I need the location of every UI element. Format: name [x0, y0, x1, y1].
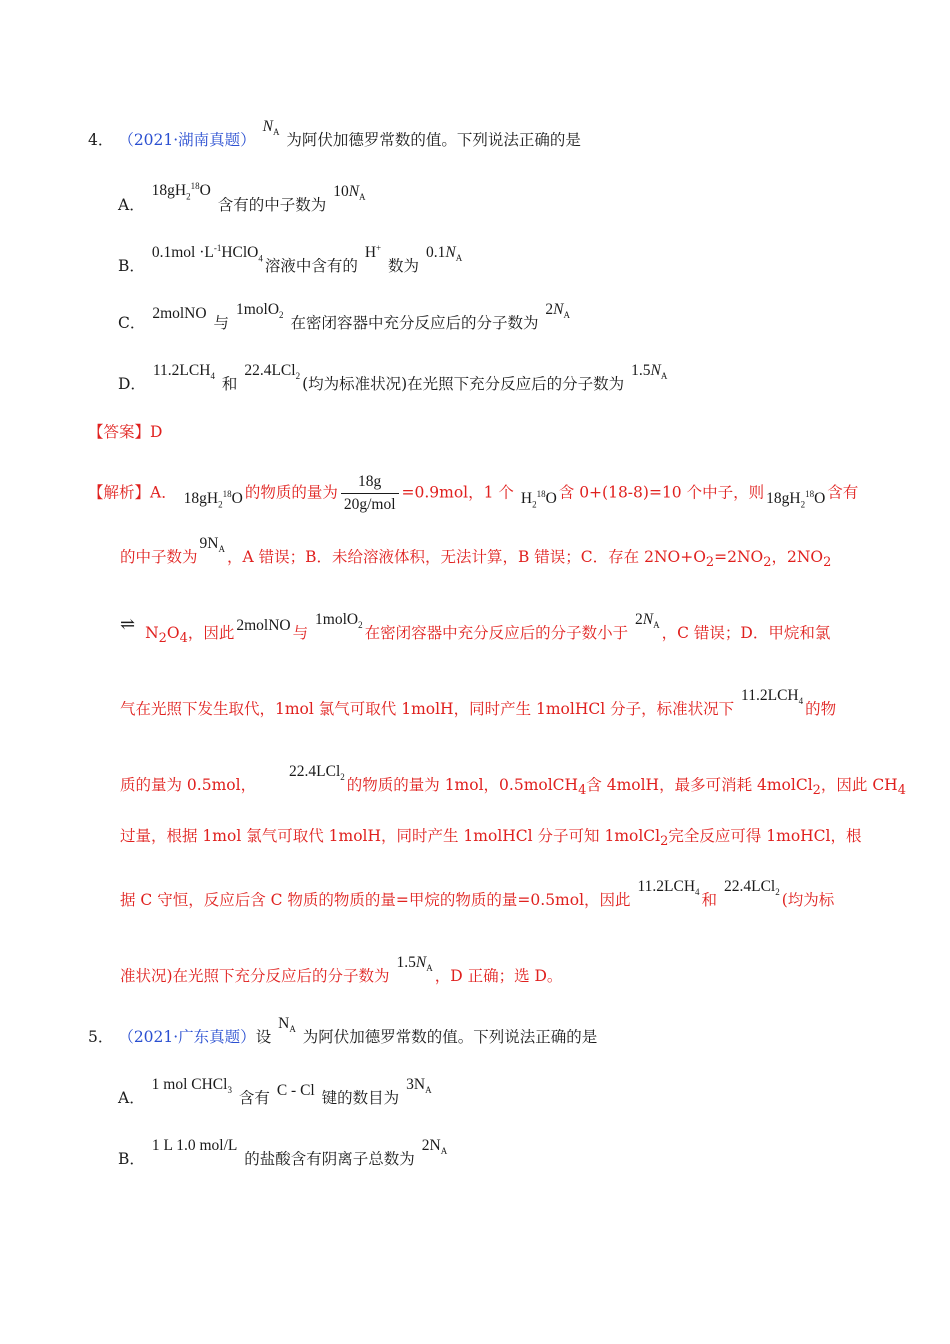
math-expr: 1 mol CHCl$_3$: [151, 1076, 232, 1096]
option-label: B．: [118, 1150, 145, 1168]
equilibrium-arrow: ⇌: [120, 614, 136, 635]
math-expr: H+: [364, 243, 382, 262]
q4-option-c: [118, 301, 572, 339]
answer-label: 【答案】: [88, 423, 151, 441]
math-expr: 22.4LCl$_2$: [289, 763, 345, 783]
math-expr: 1molO$_2$: [235, 301, 284, 321]
math-expr: 2molNO: [152, 305, 207, 322]
q4-option-d: [118, 362, 669, 400]
question-number: 4．: [88, 131, 114, 149]
math-expr: $0.1N_A$: [426, 244, 463, 264]
option-text: (均为标准状况)在光照下充分反应后的分子数为: [302, 375, 625, 393]
option-text: 与: [213, 314, 230, 332]
option-text: 和: [221, 375, 238, 393]
q4-option-b: [118, 243, 464, 282]
option-text: 数为: [388, 257, 420, 276]
option-label: A．: [118, 196, 145, 215]
option-text: 含有的中子数为: [217, 196, 327, 215]
math-expr: $3N_A$: [406, 1076, 432, 1096]
analysis-label: 【解析】: [88, 483, 151, 502]
math-expr: $2N_A$: [635, 611, 660, 631]
q4-stem: [88, 118, 581, 156]
option-text: 含有: [238, 1089, 270, 1107]
math-expr: $18gH_2^{18}O$: [183, 489, 243, 510]
math-expr: $11.2LCH_4$: [741, 687, 804, 707]
math-expr: $0.1mol \cdot L^{-1}HClO_4$: [151, 243, 263, 264]
analysis-line-7: 据 C 守恒，反应后含 C 物质的物质的量=甲烷的物质的量=0.5mol，因此 $11.2LCH_4$ 和 22.4LCl$_2$ (均为标: [120, 878, 835, 909]
math-expr: $11.2LCH_4$: [152, 362, 215, 382]
analysis-line-1: 【解析】A． $18gH_2^{18}O$ 的物质的量为 $\frac{18g}{\text{20g/mol}}$ =0.9mol，1 个 $H_2^{18}O$ 含 0+(18-8)=10 个中子，则 $18gH_2^{18}O$ 含有: [88, 471, 858, 516]
option-label: A．: [118, 1089, 145, 1107]
option-text: 键的数目为: [321, 1089, 400, 1107]
q5-option-b: [118, 1137, 449, 1175]
math-expr: $1.5N_A$: [396, 954, 433, 974]
option-label: B．: [118, 257, 145, 276]
math-expr: $H_2^{18}O$: [520, 489, 557, 510]
math-expr: $18gH_2^{18}O$: [766, 489, 826, 510]
math-expr: C - Cl: [276, 1082, 315, 1099]
question-source: （2021·广东真题）: [118, 1028, 256, 1046]
math-expr: $11.2LCH_4$: [637, 878, 700, 898]
option-text: 溶液中含有的: [264, 257, 358, 276]
math-avogadro: $N_A$: [262, 118, 280, 138]
fraction: $\frac{18g}{\text{20g/mol}}$: [341, 471, 399, 516]
question-number: 5．: [88, 1028, 114, 1046]
math-expr: 2molNO: [236, 617, 291, 634]
answer-line: [88, 422, 162, 442]
q5-stem: 5． （2021·广东真题）设 $N_A$ 为阿伏加德罗常数的值。下列说法正确的是: [88, 1015, 598, 1046]
analysis-line-6: 过量，根据 1mol 氯气可取代 1molH，同时产生 1molHCl 分子可知 1molCl$_2$完全反应可得 1moHCl，根: [120, 827, 862, 850]
math-expr: $10N_A$: [333, 183, 366, 203]
math-expr: 1molO$_2$: [315, 611, 363, 631]
q4-option-a: [118, 181, 368, 221]
math-expr: 1 L 1.0 mol/L: [151, 1137, 238, 1154]
question-text: 为阿伏加德罗常数的值。下列说法正确的是: [286, 131, 581, 149]
option-label: C．: [118, 314, 146, 332]
answer-value: D: [150, 423, 163, 441]
math-expr: 22.4LCl$_2$: [244, 362, 301, 382]
math-expr: $2N_A$: [545, 301, 570, 321]
math-avogadro: $N_A$: [278, 1015, 296, 1035]
math-expr: $18gH_2^{18}O$: [151, 181, 211, 202]
analysis-line-2: 的中子数为$9N_A$ ，A 错误；B．未给溶液体积，无法计算，B 错误；C．存在 $2NO+O_2=2NO_2$，$2NO_2$: [120, 535, 832, 571]
analysis-line-8: 准状况)在光照下充分反应后的分子数为 $1.5N_A$ ，D 正确；选 D。: [120, 954, 563, 985]
question-text: 为阿伏加德罗常数的值。下列说法正确的是: [302, 1028, 598, 1046]
option-text: 在密闭容器中充分反应后的分子数为: [290, 314, 539, 332]
option-label: D．: [118, 375, 146, 393]
option-text: 的盐酸含有阴离子总数为: [244, 1150, 415, 1168]
analysis-line-3: ⇌ $N_2O_4$，因此 2molNO 与 1molO$_2$ 在密闭容器中充分反应后的分子数小于 $2N_A$ ，C 错误；D．甲烷和氯: [120, 611, 831, 647]
analysis-line-4: 气在光照下发生取代，1mol 氯气可取代 1molH，同时产生 1molHCl 分子，标准状况下 $11.2LCH_4$ 的物: [120, 687, 837, 718]
q5-option-a: [118, 1076, 434, 1114]
math-expr: $2N_A$: [421, 1137, 448, 1157]
math-expr: $9N_A$: [199, 535, 225, 555]
analysis-line-5: 质的量为 0.5mol， 22.4LCl$_2$ 的物质的量为 1mol，0.5molCH$_4$含 4molH，最多可消耗 4molCl$_2$，因此 $CH_4$: [120, 763, 906, 799]
math-expr: 22.4LCl$_2$: [724, 878, 780, 898]
question-source: （2021·湖南真题）: [118, 131, 256, 149]
math-expr: $1.5N_A$: [631, 362, 668, 382]
